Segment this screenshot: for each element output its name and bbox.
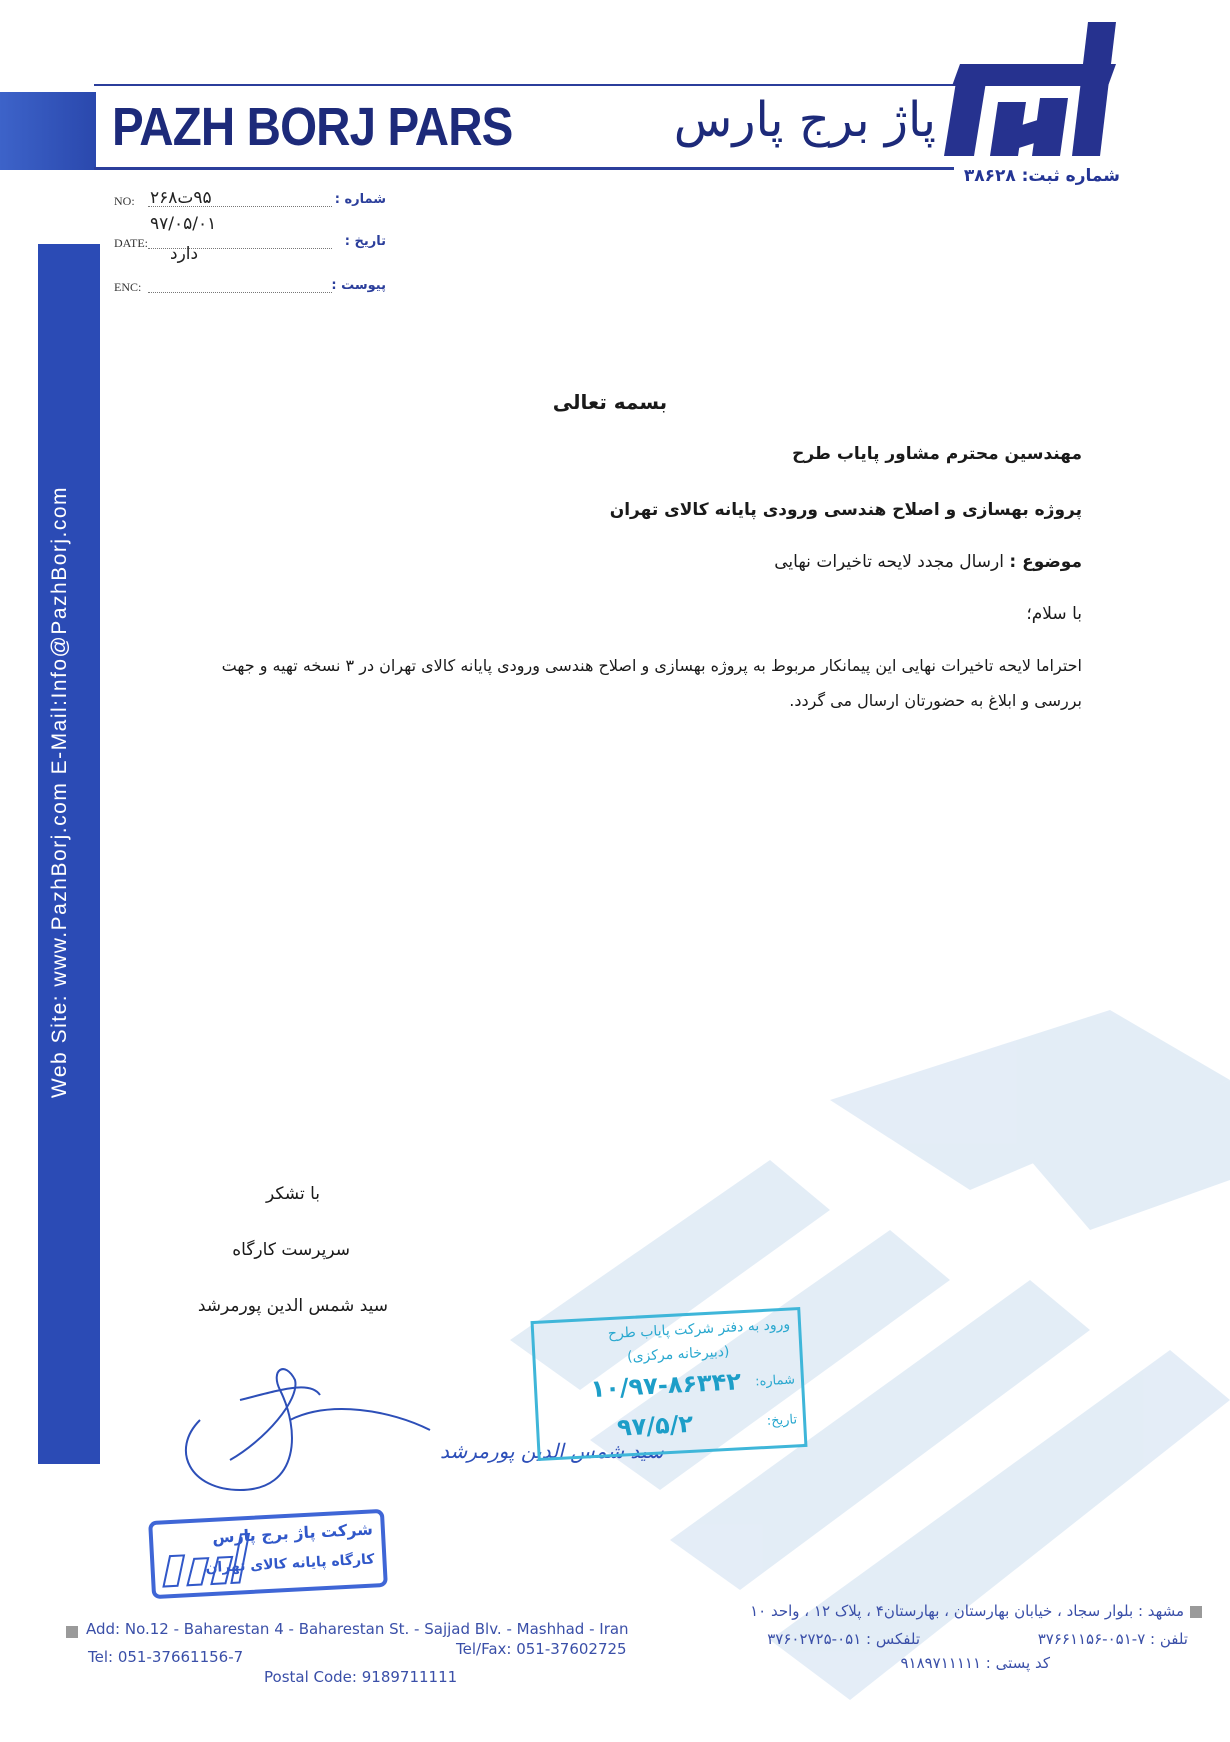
invocation-heading: بسمه تعالی — [552, 390, 668, 414]
footer-bullet-fa-icon — [1190, 1606, 1202, 1618]
receipt-stamp — [531, 1307, 808, 1461]
receipt-number-value: ۱۰/۹۷-۸۶۳۴۲ — [589, 1367, 742, 1404]
receipt-stamp-title: ورود به دفتر شرکت پایاب طرح — [607, 1316, 791, 1343]
subject-line — [122, 552, 1082, 572]
receipt-number-label: شماره: — [754, 1372, 796, 1390]
enclosure-label-en: ENC: — [114, 280, 142, 294]
project-line: پروژه بهسازی و اصلاح هندسی ورودی پایانه کالای تهران — [609, 500, 1082, 520]
signer-name: سید شمس الدین پورمرشد — [197, 1296, 388, 1316]
enclosure-dots — [148, 292, 332, 293]
header-accent-bar — [0, 92, 96, 170]
number-label-fa: شماره : — [334, 192, 386, 207]
letter-number-value: ۹۵ت۲۶۸ — [150, 188, 212, 208]
footer-postal-en: Postal Code: 9189711111 — [264, 1668, 458, 1686]
company-logo — [940, 18, 1126, 158]
footer-address-fa: مشهد : بلوار سجاد ، خیابان بهارستان ، بهارستان۴ ، پلاک ۱۲ ، واحد ۱۰ — [750, 1602, 1184, 1620]
date-label-fa: تاریخ : — [344, 234, 386, 249]
body-line-1: احتراما لایحه تاخیرات نهایی این پیمانکار مربوط به پروژه بهسازی و اصلاح هندسی ورودی پایانه کالای تهران در ۳ نسخه تهیه و جهت — [221, 656, 1082, 675]
handwritten-name: سید شمس الدین پورمرشد — [440, 1439, 664, 1463]
brand-name-en: PAZH BORJ PARS — [112, 97, 513, 157]
subject-label: موضوع : — [1009, 552, 1082, 572]
recipient-line: مهندسین محترم مشاور پایاب طرح — [792, 444, 1082, 464]
registration-number: شماره ثبت: ۳۸۶۲۸ — [963, 166, 1120, 186]
letter-date-value: ۹۷/۰۵/۰۱ — [150, 214, 217, 234]
stamp-site-name: کارگاه پایانه کالای تهران — [205, 1551, 375, 1577]
website-email-text: Web Site: www.PazhBorj.com E-Mail:Info@PazhBorj.com — [48, 485, 71, 1099]
footer-tel-en: Tel: 051-37661156-7 — [88, 1648, 244, 1666]
receipt-date-label: تاریخ: — [766, 1412, 798, 1429]
footer-fax-en: Tel/Fax: 051-37602725 — [456, 1640, 627, 1658]
enclosure-label-fa: پیوست : — [331, 278, 386, 293]
body-paragraph — [122, 650, 1082, 716]
enclosure-field — [114, 274, 386, 300]
receipt-date-value: ۹۷/۵/۲ — [616, 1409, 694, 1442]
brand-name-fa: پاژ برج پارس — [673, 92, 936, 148]
footer-bullet-icon — [66, 1626, 78, 1638]
footer-tel-fa: تلفن : ۷-۰۵۱-۳۷۶۶۱۱۵۶ — [1037, 1630, 1188, 1648]
body-line-2: بررسی و ابلاغ به حضورتان ارسال می گردد. — [789, 691, 1082, 710]
date-label-en: DATE: — [114, 236, 148, 250]
footer-fax-fa: تلفکس : ۰۵۱-۳۷۶۰۲۷۲۵ — [767, 1630, 920, 1648]
enclosure-value: دارد — [170, 244, 199, 264]
number-label-en: NO: — [114, 194, 135, 208]
subject-text: ارسال مجدد لایحه تاخیرات نهایی — [774, 552, 1004, 572]
footer-address-en: Add: No.12 - Baharestan 4 - Baharestan St. - Sajjad Blv. - Mashhad - Iran — [86, 1620, 629, 1638]
footer-postal-fa: کد پستی : ۹۱۸۹۷۱۱۱۱۱ — [900, 1654, 1050, 1672]
greeting-line: با سلام؛ — [1026, 604, 1082, 624]
receipt-stamp-subtitle: (دبیرخانه مرکزی) — [626, 1343, 730, 1366]
closing-thanks: با تشکر — [266, 1184, 320, 1204]
signer-title: سرپرست کارگاه — [232, 1240, 350, 1260]
company-stamp — [148, 1509, 388, 1599]
stamp-company-name: شرکت پاژ برج پارس — [211, 1519, 374, 1547]
